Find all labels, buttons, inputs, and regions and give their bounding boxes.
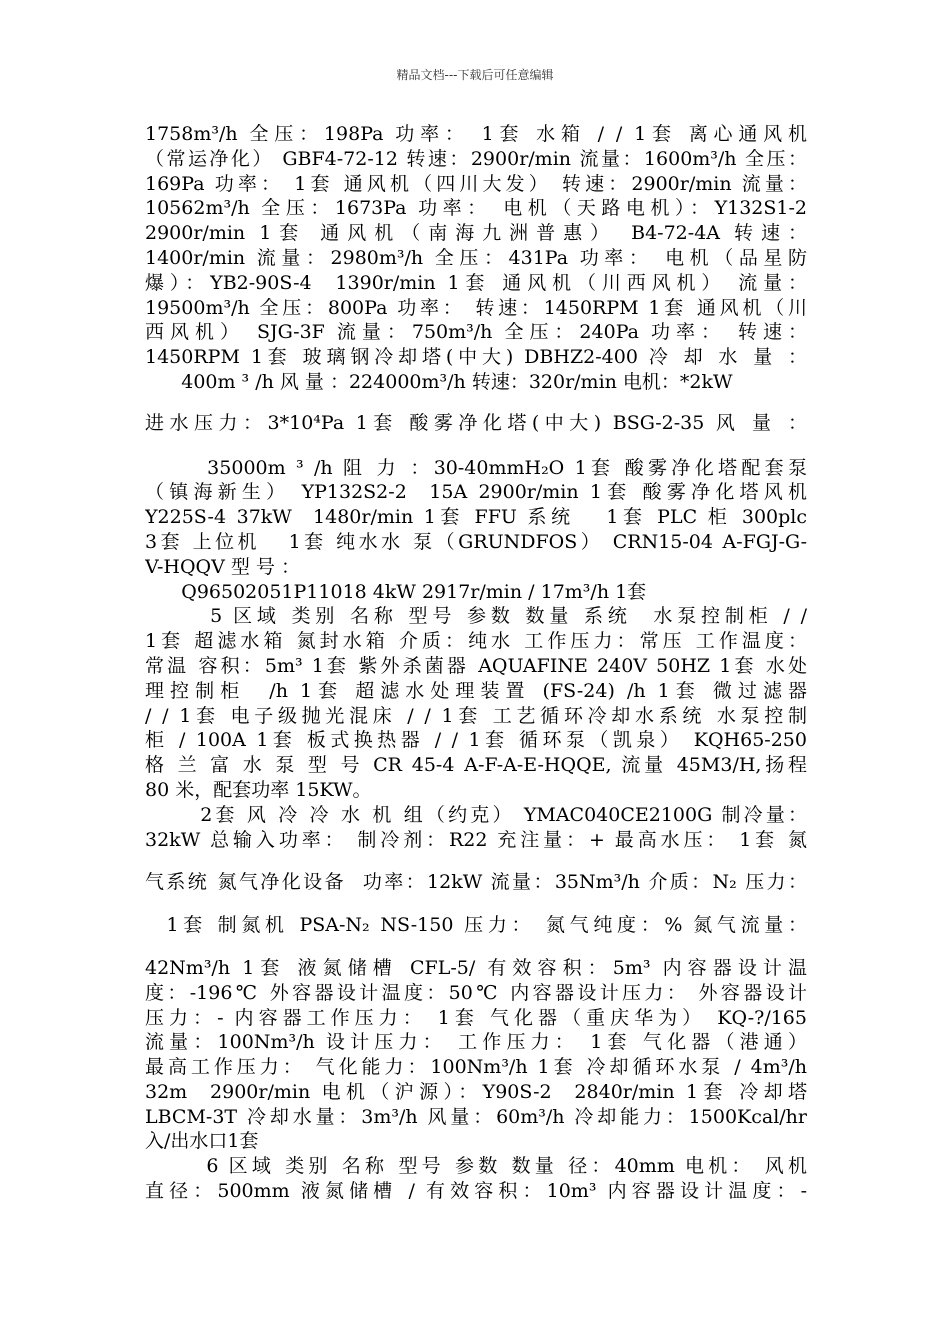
text-line: 气系统 氮气净化设备 功率：12kW 流量：35Nm³/h 介质：N₂ 压力：	[145, 871, 807, 894]
text-line: 度：-196℃ 外容器设计温度：50℃ 内容器设计压力： 外容器设计	[145, 981, 807, 1004]
text-line: 常温 容积：5m³ 1套 紫外杀菌器 AQUAFINE 240V 50HZ 1套 水处	[145, 654, 807, 677]
text-line: 2套 风 冷 冷 水 机 组（约克） YMAC040CE2100G 制冷量：	[145, 803, 807, 826]
text-line: 1套 超滤水箱 氮封水箱 介质：纯水 工作压力：常压 工作温度：	[145, 630, 807, 653]
text-line: 爆）：YB2-90S-4 1390r/min 1套 通风机（川西风机） 流量：	[145, 271, 807, 294]
text-line: 柜 / 100A 1套 板式换热器 / / 1套 循环泵（凯泉） KQH65-250	[145, 729, 807, 752]
text-line: LBCM-3T 冷却水量：3m³/h 风量：60m³/h 冷却能力：1500Kcal/hr	[145, 1105, 807, 1128]
text-line: 1套 制氮机 PSA-N₂ NS-150 压力： 氮气纯度：% 氮气流量：	[145, 914, 807, 937]
text-line: 42Nm³/h 1套 液氮储槽 CFL-5/ 有效容积：5m³ 内容器设计温	[145, 956, 807, 979]
text-line: 1758m³/h 全压：198Pa 功率： 1套 水箱 / / 1套 离心通风机	[145, 123, 807, 145]
text-line: 19500m³/h 全压：800Pa 功率： 转速：1450RPM 1套 通风机（川	[145, 296, 807, 319]
text-line: 流量：100Nm³/h 设计压力： 工作压力： 1套 气化器（港通）	[145, 1031, 807, 1054]
text-line: （镇海新生） YP132S2-2 15A 2900r/min 1套 酸雾净化塔风机	[145, 481, 807, 504]
text-line: （常运净化） GBF4-72-12 转速：2900r/min 流量：1600m³/h 全压：	[145, 147, 807, 170]
text-line: 5 区域 类别 名称 型号 参数 数量 系统 水泵控制柜 / /	[145, 605, 807, 628]
text-line: 格 兰 富 水 泵 型 号 CR 45-4 A-F-A-E-HQQE, 流量 45M3/H,扬程	[145, 754, 807, 777]
text-line: 35000m ³ /h 阻 力 ：30-40mmH₂O 1套 酸雾净化塔配套泵	[145, 456, 807, 479]
text-line: 3套 上位机 1套 纯水水 泵（GRUNDFOS） CRN15-04 A-FGJ-G-	[145, 530, 807, 553]
text-line: Q96502051P11018 4kW 2917r/min / 17m³/h 1套	[145, 580, 647, 603]
text-line: 80 米，配套功率 15KW。	[145, 778, 372, 801]
text-line: 400m ³ /h 风 量 ：224000m³/h 转速：320r/min 电机：*2kW	[145, 370, 733, 393]
text-line: 西风机） SJG-3F 流量：750m³/h 全压：240Pa 功率： 转速：	[145, 321, 807, 344]
text-line: Y225S-4 37kW 1480r/min 1套 FFU 系统 1套 PLC 柜 300plc	[145, 506, 807, 529]
text-line: 1400r/min 流量：2980m³/h 全压：431Pa 功率： 电机（品星防	[145, 246, 807, 269]
text-line: 6 区域 类别 名称 型号 参数 数量 径：40mm 电机： 风机	[145, 1155, 807, 1178]
text-line: 1450RPM 1套 玻璃钢冷却塔(中大) DBHZ2-400 冷 却 水 量 ：	[145, 346, 807, 369]
text-line: 压力：- 内容器工作压力： 1套 气化器（重庆华为） KQ-?/165	[145, 1006, 807, 1029]
text-line: 入/出水口1套	[145, 1130, 259, 1153]
text-line: 理控制柜 /h 1套 超滤水处理装置 (FS-24) /h 1套 微过滤器	[145, 679, 807, 702]
text-line: 进水压力：3*10⁴Pa 1套 酸雾净化塔(中大) BSG-2-35 风 量 ：	[145, 411, 807, 434]
text-line: 10562m³/h 全压：1673Pa 功率： 电机（天路电机）：Y132S1-2	[145, 197, 807, 220]
text-line: 2900r/min 1套 通风机（南海九洲普惠） B4-72-4A 转速：	[145, 222, 807, 245]
page-header: 精品文档---下载后可任意编辑	[396, 68, 554, 82]
text-line: 32m 2900r/min 电机（沪源）：Y90S-2 2840r/min 1套 冷却塔	[145, 1080, 807, 1103]
text-line: V-HQQV 型 号 ：	[145, 555, 300, 578]
text-line: / / 1套 电子级抛光混床 / / 1套 工艺循环冷却水系统 水泵控制	[145, 704, 807, 727]
text-line: 最高工作压力： 气化能力：100Nm³/h 1套 冷却循环水泵 / 4m³/h	[145, 1056, 807, 1079]
text-line: 32kW 总输入功率： 制冷剂：R22 充注量：+ 最高水压： 1套 氮	[145, 828, 807, 851]
text-line: 直径：500mm 液氮储槽 / 有效容积：10m³ 内容器设计温度：-	[145, 1180, 807, 1203]
document-body	[145, 122, 807, 1204]
text-line: 169Pa 功率： 1套 通风机（四川大发） 转速：2900r/min 流量：	[145, 172, 807, 195]
